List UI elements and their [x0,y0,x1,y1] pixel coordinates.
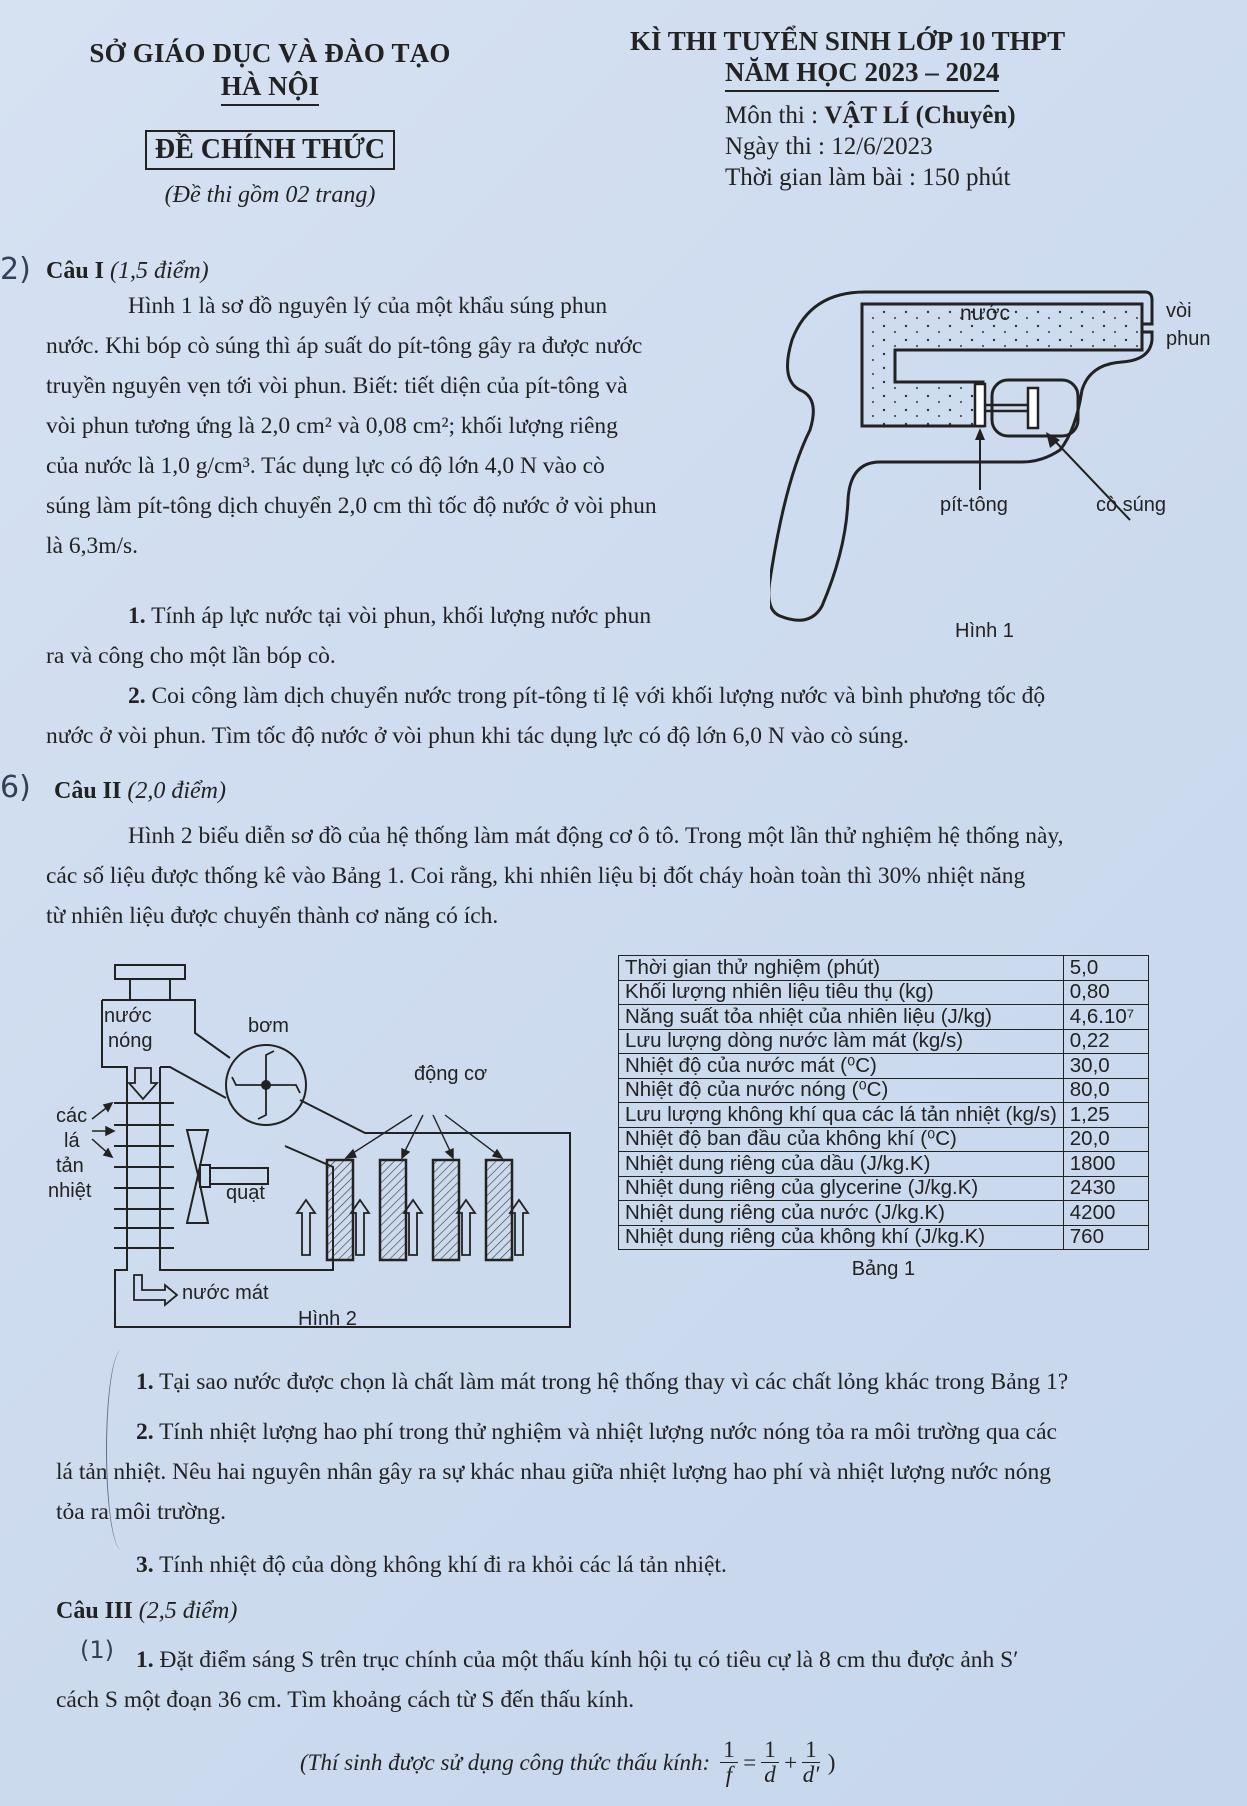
official-exam-badge: ĐỀ CHÍNH THỨC [145,130,395,170]
school-year: NĂM HỌC 2023 – 2024 [725,57,999,92]
fraction-1-over-d-prime: $\frac{1}{d'}$ [802,1737,820,1787]
subject-label: Môn thi : [725,102,825,129]
table-row: Lưu lượng dòng nước làm mát (kg/s) 0,22 [619,1029,1149,1054]
question-2-part-1: 1. Tại sao nước được chọn là chất làm mát trong hệ thống thay vì các chất lỏng khác trong Bảng 1? [136,1369,1069,1395]
figure-2-hot-water-label-1: nước [104,1005,152,1027]
table-row: Năng suất tỏa nhiệt của nhiên liệu (J/kg) 4,6.10⁷ [619,1005,1149,1030]
figure-1-water-label: nước [960,302,1011,325]
table-row: Khối lượng nhiên liệu tiêu thụ (kg) 0,80 [619,980,1149,1005]
handwritten-mark-q3: (1) [80,1636,114,1664]
figure-2-cooling-system [40,955,580,1335]
table-row: Nhiệt dung riêng của nước (J/kg.K) 4200 [619,1201,1149,1226]
question-1-intro: Hình 1 là sơ đồ nguyên lý của một khẩu súng phun nước. Khi bóp cò súng thì áp suất do pít-tông gây ra được nước truyền nguyên vẹn tới vòi phun. Biết: tiết diện của pít-tông và vòi phun tương ứng là 2,0 cm² và 0,08 cm²; khối lượng riêng của nước là 1,0 g/cm³. Tác dụng lực có độ lớn 4,0 N vào cò súng làm pít-tông dịch chuyển 2,0 cm thì tốc độ nước ở vòi phun là 6,3m/s. [46,293,657,559]
exam-duration: Thời gian làm bài : 150 phút [725,164,1011,191]
table-1-caption: Bảng 1 [851,1258,916,1280]
figure-2-caption: Hình 2 [298,1308,357,1330]
data-table [618,955,1149,1250]
fraction-1-over-d: $\frac{1}{d}$ [761,1738,779,1787]
figure-1-nozzle-label-2: phun [1166,328,1211,350]
figure-2-fins-label-4: nhiệt [48,1180,92,1202]
table-row: Nhiệt dung riêng của dầu (J/kg.K) 1800 [619,1152,1149,1177]
table-1 [618,955,1149,1281]
figure-2-fins-label-2: lá [64,1130,80,1152]
lens-formula: $\frac{1}{f}$ = $\frac{1}{d}$ + $\frac{1}{d'}$ ) [720,1738,835,1787]
question-1-title: Câu I (1,5 điểm) [46,258,209,284]
question-2-part-2: 2. Tính nhiệt lượng hao phí trong thử nghiệm và nhiệt lượng nước nóng tỏa ra môi trường qua các lá tản nhiệt. Nêu hai nguyên nhân gây ra sự khác nhau giữa nhiệt lượng hao phí và nhiệt lượng nước nóng tỏa ra môi trường. [56,1419,1057,1525]
department-name: SỞ GIÁO DỤC VÀ ĐÀO TẠO [89,38,451,68]
table-row: Nhiệt dung riêng của không khí (J/kg.K) 760 [619,1225,1149,1250]
question-2-intro: Hình 2 biểu diễn sơ đồ của hệ thống làm mát động cơ ô tô. Trong một lần thử nghiệm hệ thống này, các số liệu được thống kê vào Bảng 1. Coi rằng, khi nhiên liệu bị đốt cháy hoàn toàn thì 30% nhiệt năng từ nhiên liệu được chuyển thành cơ năng có ích. [46,823,1064,929]
handwritten-mark-q2: 6) [0,770,31,805]
lens-formula-note: (Thí sinh được sử dụng công thức thấu kính: $\frac{1}{f}$ = $\frac{1}{d}$ + $\frac{1}{d'}$ ) [300,1737,836,1787]
figure-2-engine-label: động cơ [414,1063,488,1085]
subject-line [725,100,1230,131]
figure-2-fins-label-3: tản [56,1155,84,1177]
question-3-part-1: 1. Đặt điểm sáng S trên trục chính của một thấu kính hội tụ có tiêu cự là 8 cm thu được ảnh S′ cách S một đoạn 36 cm. Tìm khoảng cách từ S đến thấu kính. [56,1647,1019,1713]
figure-2-fins-label-1: các [56,1105,88,1127]
figure-1-caption: Hình 1 [955,620,1014,642]
table-row: Nhiệt độ của nước nóng (⁰C) 80,0 [619,1078,1149,1103]
table-row: Nhiệt độ ban đầu của không khí (⁰C) 20,0 [619,1127,1149,1152]
table-row: Nhiệt độ của nước mát (⁰C) 30,0 [619,1054,1149,1079]
figure-1-piston-label: pít-tông [940,494,1008,516]
header-right [630,26,1230,193]
question-1-part-1: 1. Tính áp lực nước tại vòi phun, khối lượng nước phun ra và công cho một lần bóp cò. [46,603,652,669]
city-name: HÀ NỘI [221,71,319,106]
figure-1-water-gun [770,280,1240,660]
header-left [60,38,480,209]
exam-name: KÌ THI TUYỂN SINH LỚP 10 THPT [630,26,1066,56]
question-1-part-2: 2. Coi công làm dịch chuyển nước trong pít-tông tỉ lệ với khối lượng nước và bình phương tốc độ nước ở vòi phun. Tìm tốc độ nước ở vòi phun khi tác dụng lực có độ lớn 6,0 N vào cò súng. [46,683,1046,749]
table-row: Lưu lượng không khí qua các lá tản nhiệt (kg/s) 1,25 [619,1103,1149,1128]
question-3-title: Câu III (2,5 điểm) [56,1598,238,1624]
question-2-part-3: 3. Tính nhiệt độ của dòng không khí đi ra khỏi các lá tản nhiệt. [136,1552,727,1578]
handwritten-mark-q1: 2) [0,252,31,287]
exam-date: Ngày thi : 12/6/2023 [725,133,933,160]
question-2-title: Câu II (2,0 điểm) [54,778,226,804]
figure-1-nozzle-label-1: vòi [1166,300,1192,322]
subject-value: VẬT LÍ (Chuyên) [824,102,1016,129]
page-count-note: (Đề thi gồm 02 trang) [164,182,376,208]
table-row: Thời gian thử nghiệm (phút) 5,0 [619,956,1149,981]
figure-1-trigger-label: cò súng [1096,494,1167,516]
table-row: Nhiệt dung riêng của glycerine (J/kg.K) 2430 [619,1176,1149,1201]
figure-2-pump-label: bơm [248,1015,289,1037]
figure-2-fan-label: quạt [226,1182,265,1204]
figure-2-cool-water-label: nước mát [182,1282,269,1304]
figure-2-hot-water-label-2: nóng [108,1030,153,1052]
fraction-1-over-f: $\frac{1}{f}$ [720,1738,738,1787]
